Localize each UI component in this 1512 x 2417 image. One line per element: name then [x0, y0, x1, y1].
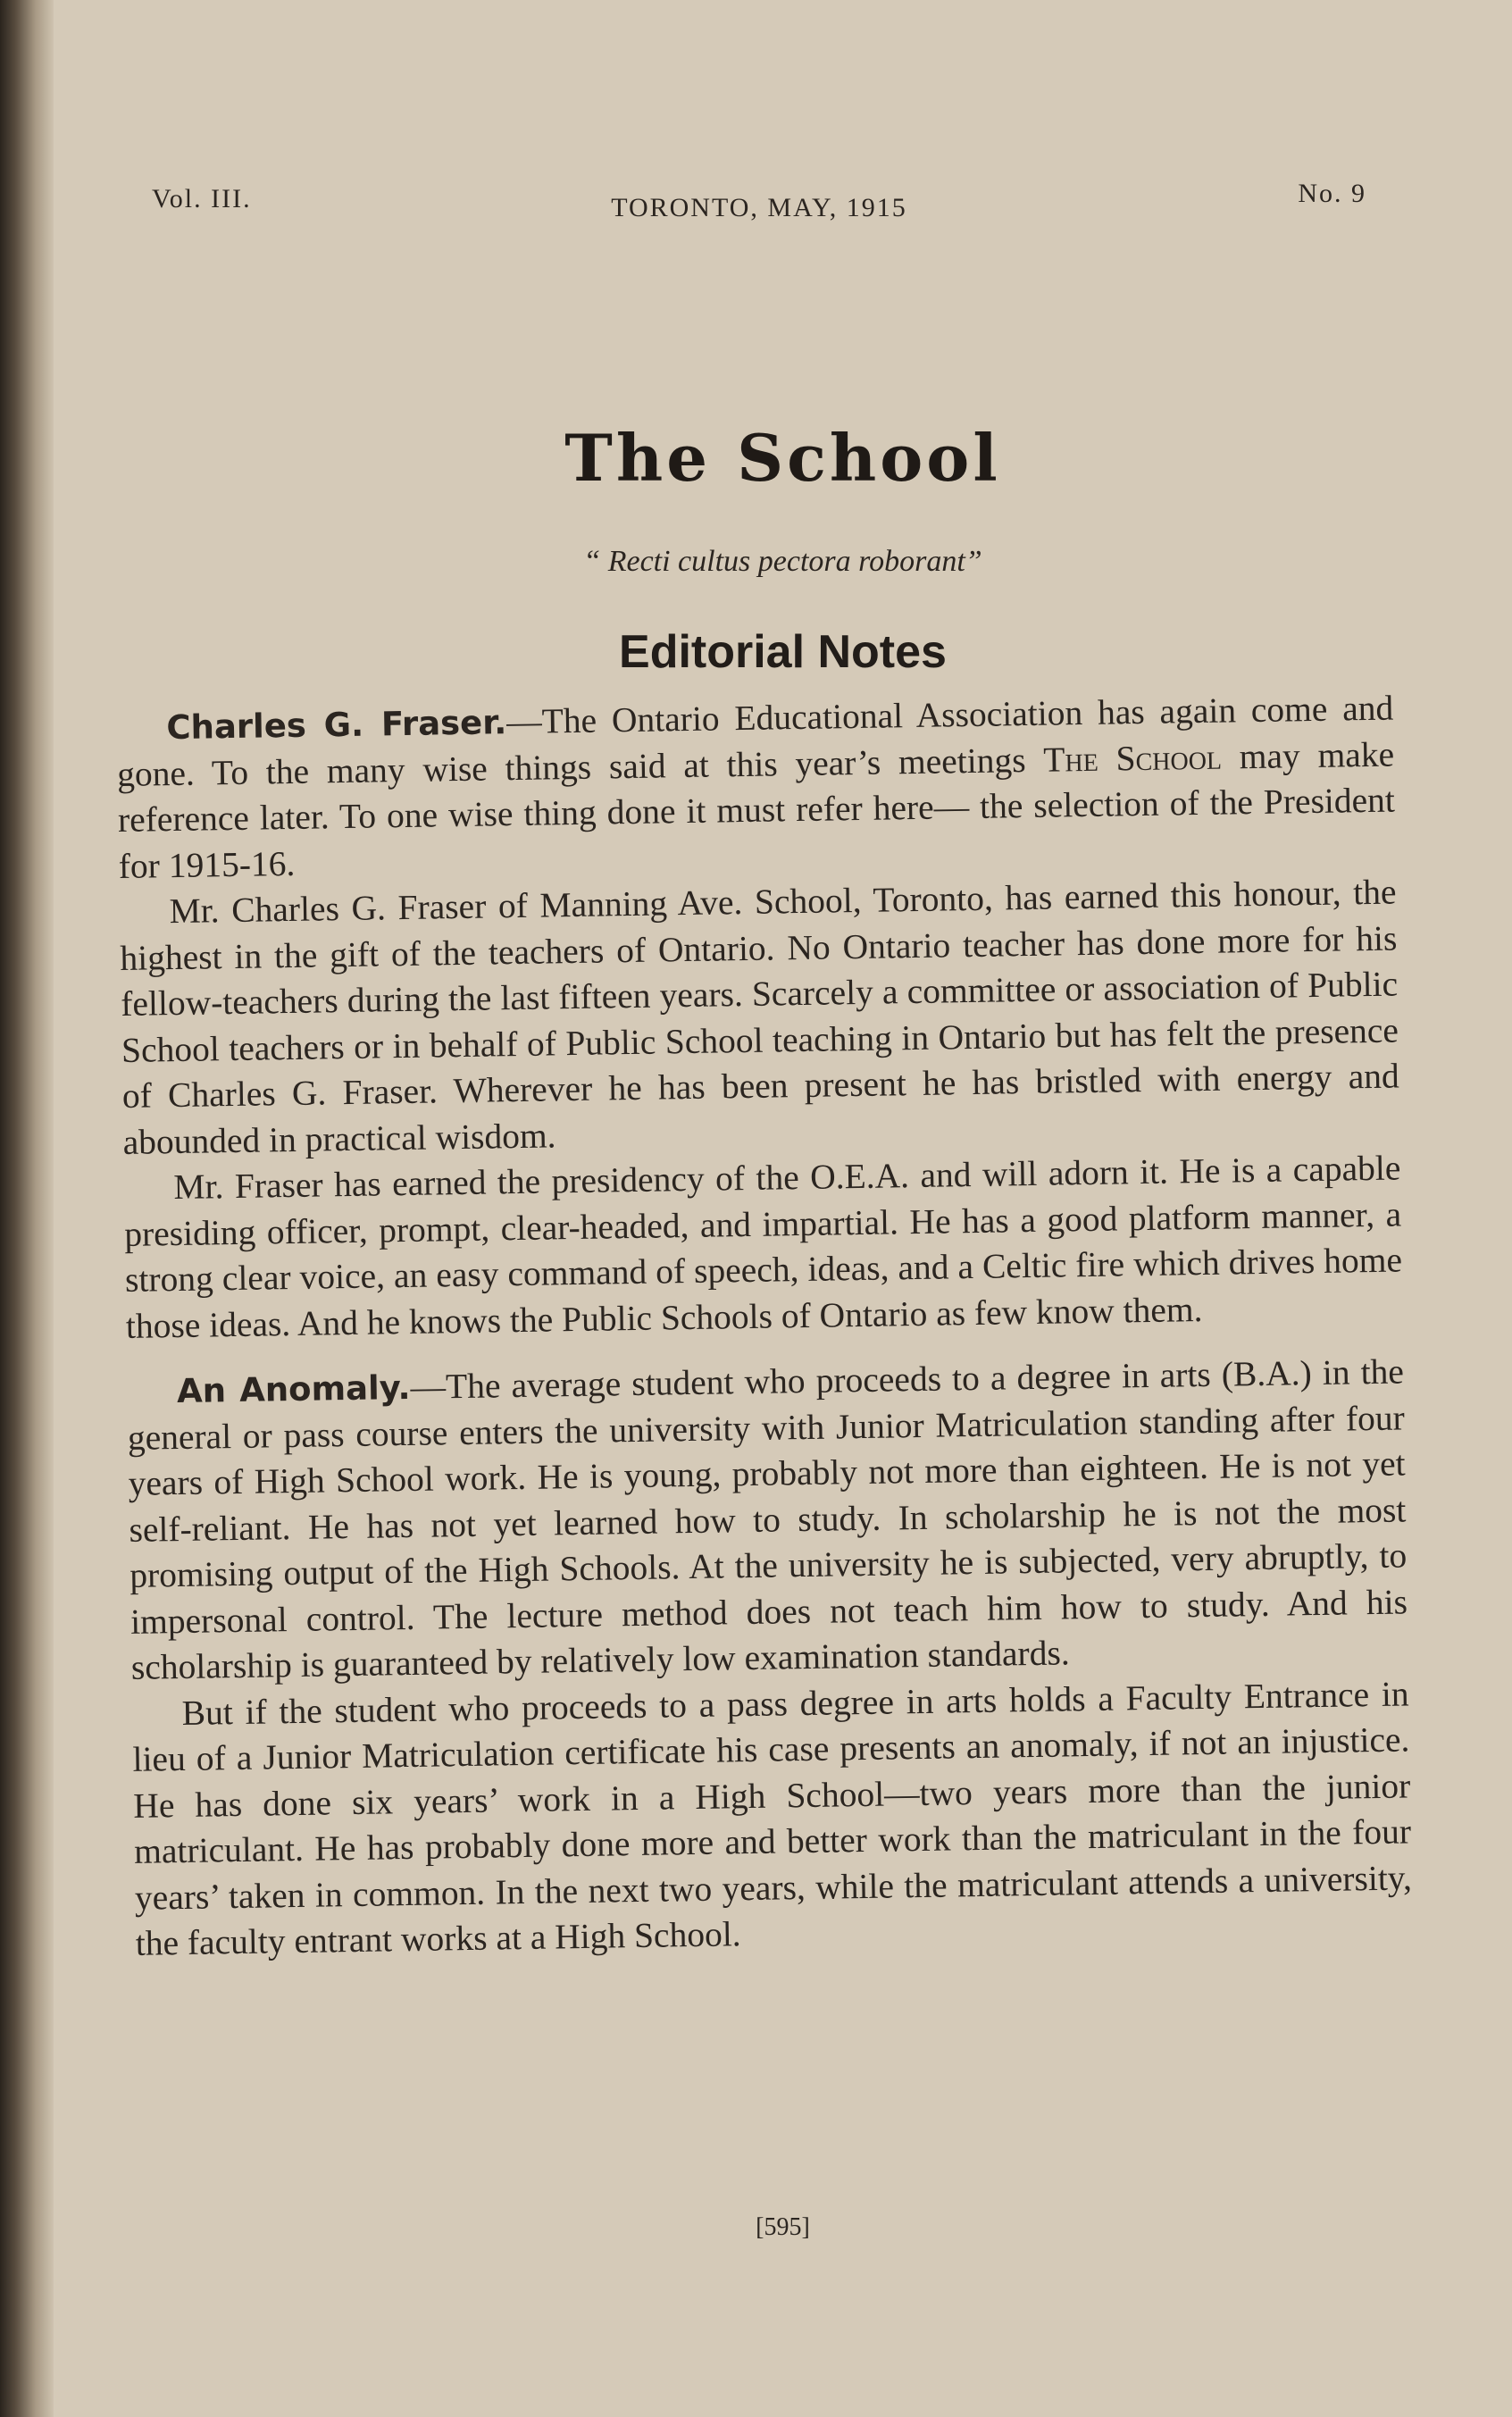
place-date-label: TORONTO, MAY, 1915 — [611, 193, 907, 222]
article-lead: An Anomaly. — [176, 1367, 411, 1411]
paragraph: Mr. Charles G. Fraser of Manning Ave. School, Toronto, has earned this honour, the highest in the gift of the teachers of Ontario. No Ontario teacher has done more for his fellow-teachers during the last fifteen years. Scarcely a committee or association of Public School teachers or in behalf of Public School teaching in Ontario but has felt the presence of Charles G. Fraser. Wherever he has been present he has bristled with energy and abounded in practical wisdom. — [120, 872, 1400, 1162]
running-header — [152, 179, 1366, 223]
section-title: Editorial Notes — [619, 626, 947, 678]
issue-number-label: No. 9 — [1298, 179, 1366, 208]
volume-label: Vol. III. — [152, 184, 252, 213]
journal-motto: “ Recti cultus pectora roborant” — [583, 545, 982, 578]
book-gutter — [0, 0, 54, 2417]
paragraph: Mr. Fraser has earned the presidency of the O.E.A. and will adorn it. He is a capable presiding officer, prompt, clear-headed, and impartial. He has a good platform manner, a strong clear voice, an easy command of speech, ideas, and a Celtic fire which drives home those ideas. And he knows the Public Schools of Ontario as few know them. — [123, 1148, 1403, 1346]
journal-masthead: The School — [564, 420, 1001, 496]
page — [54, 0, 1512, 2417]
paragraph: An Anomaly.—The average student who proceeds to a degree in arts (B.A.) in the general or pass course enters the university with Junior Matriculation standing after four years of High School work. He is young, probably not more than eighteen. He is not yet self-reliant. He has not yet learned how to study. In scholarship he is not the most promising output of the High Schools. At the university he is subjected, very abruptly, to impersonal control. The lecture method does not teach him how to study. And his scholarship is guaranteed by relatively low examination standards. — [127, 1351, 1408, 1687]
paragraph: But if the student who proceeds to a pass degree in arts holds a Faculty Entrance in lieu of a Junior Matriculation certificate his case presents an anomaly, if not an injustice. He has done six years’ work in a High School—two years more than the junior matriculant. He has probably done more and better work than the matriculant in the four years’ taken in common. In the next two years, while the matriculant attends a university, the faculty entrant works at a High School. — [132, 1673, 1413, 1963]
article-lead: Charles G. Fraser. — [166, 703, 507, 748]
journal-name: The School — [1042, 737, 1223, 780]
article-body — [116, 686, 1413, 1968]
paragraph: Charles G. Fraser.—The Ontario Educational Association has again come and gone. To the many wise things said at this year’s meetings The School may make reference later. To one wise thing done it must refer here— the selection of the President for 1915-16. — [116, 688, 1396, 886]
page-number: [595] — [756, 2213, 810, 2241]
